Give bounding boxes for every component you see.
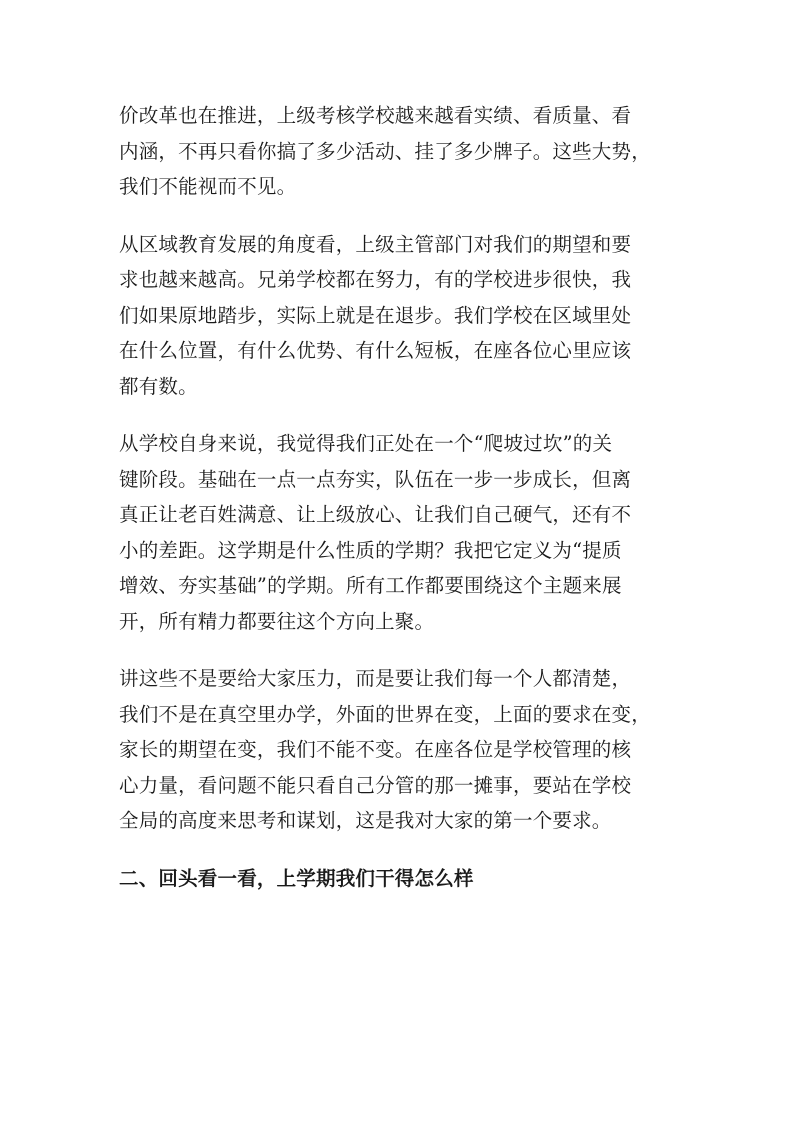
text-line: 从区域教育发展的角度看，上级主管部门对我们的期望和要 <box>119 232 632 256</box>
text-line: 开，所有精力都要往这个方向上聚。 <box>119 609 435 633</box>
section-heading: 二、回头看一看，上学期我们干得怎么样 <box>119 866 474 890</box>
text-line: 讲这些不是要给大家压力，而是要让我们每一个人都清楚， <box>119 667 632 690</box>
text-line: 求也越来越高。兄弟学校都在努力，有的学校进步很快，我 <box>119 268 632 291</box>
paragraph-3 <box>119 426 679 639</box>
text-line: 从学校自身来说，我觉得我们正处在一个“爬坡过坎”的关 <box>119 432 613 455</box>
text-line: 家长的期望在变，我们不能不变。在座各位是学校管理的核 <box>119 738 632 761</box>
text-line: 我们不能视而不见。 <box>119 175 297 198</box>
text-line: 全局的高度来思考和谋划，这是我对大家的第一个要求。 <box>119 809 612 832</box>
text-line: 价改革也在推进，上级考核学校越来越看实绩、看质量、看 <box>119 104 632 127</box>
text-line: 小的差距。这学期是什么性质的学期？我把它定义为“提质 <box>119 538 622 562</box>
text-line: 增效、夯实基础”的学期。所有工作都要围绕这个主题来展 <box>119 574 622 597</box>
paragraph-1 <box>119 98 679 205</box>
text-line: 内涵，不再只看你搞了多少活动、挂了多少牌子。这些大势， <box>119 139 651 163</box>
text-line: 我们不是在真空里办学，外面的世界在变，上面的要求在变， <box>119 702 651 726</box>
document-body <box>119 98 679 896</box>
text-line: 键阶段。基础在一点一点夯实，队伍在一步一步成长，但离 <box>119 467 632 491</box>
text-line: 在什么位置，有什么优势、有什么短板，在座各位心里应该 <box>119 339 632 362</box>
text-line: 们如果原地踏步，实际上就是在退步。我们学校在区域里处 <box>119 303 632 327</box>
paragraph-4 <box>119 661 679 839</box>
paragraph-2 <box>119 227 679 405</box>
text-line: 心力量，看问题不能只看自己分管的那一摊事，要站在学校 <box>119 773 632 797</box>
text-line: 真正让老百姓满意、让上级放心、让我们自己硬气，还有不 <box>119 503 632 526</box>
text-line: 都有数。 <box>119 374 198 398</box>
